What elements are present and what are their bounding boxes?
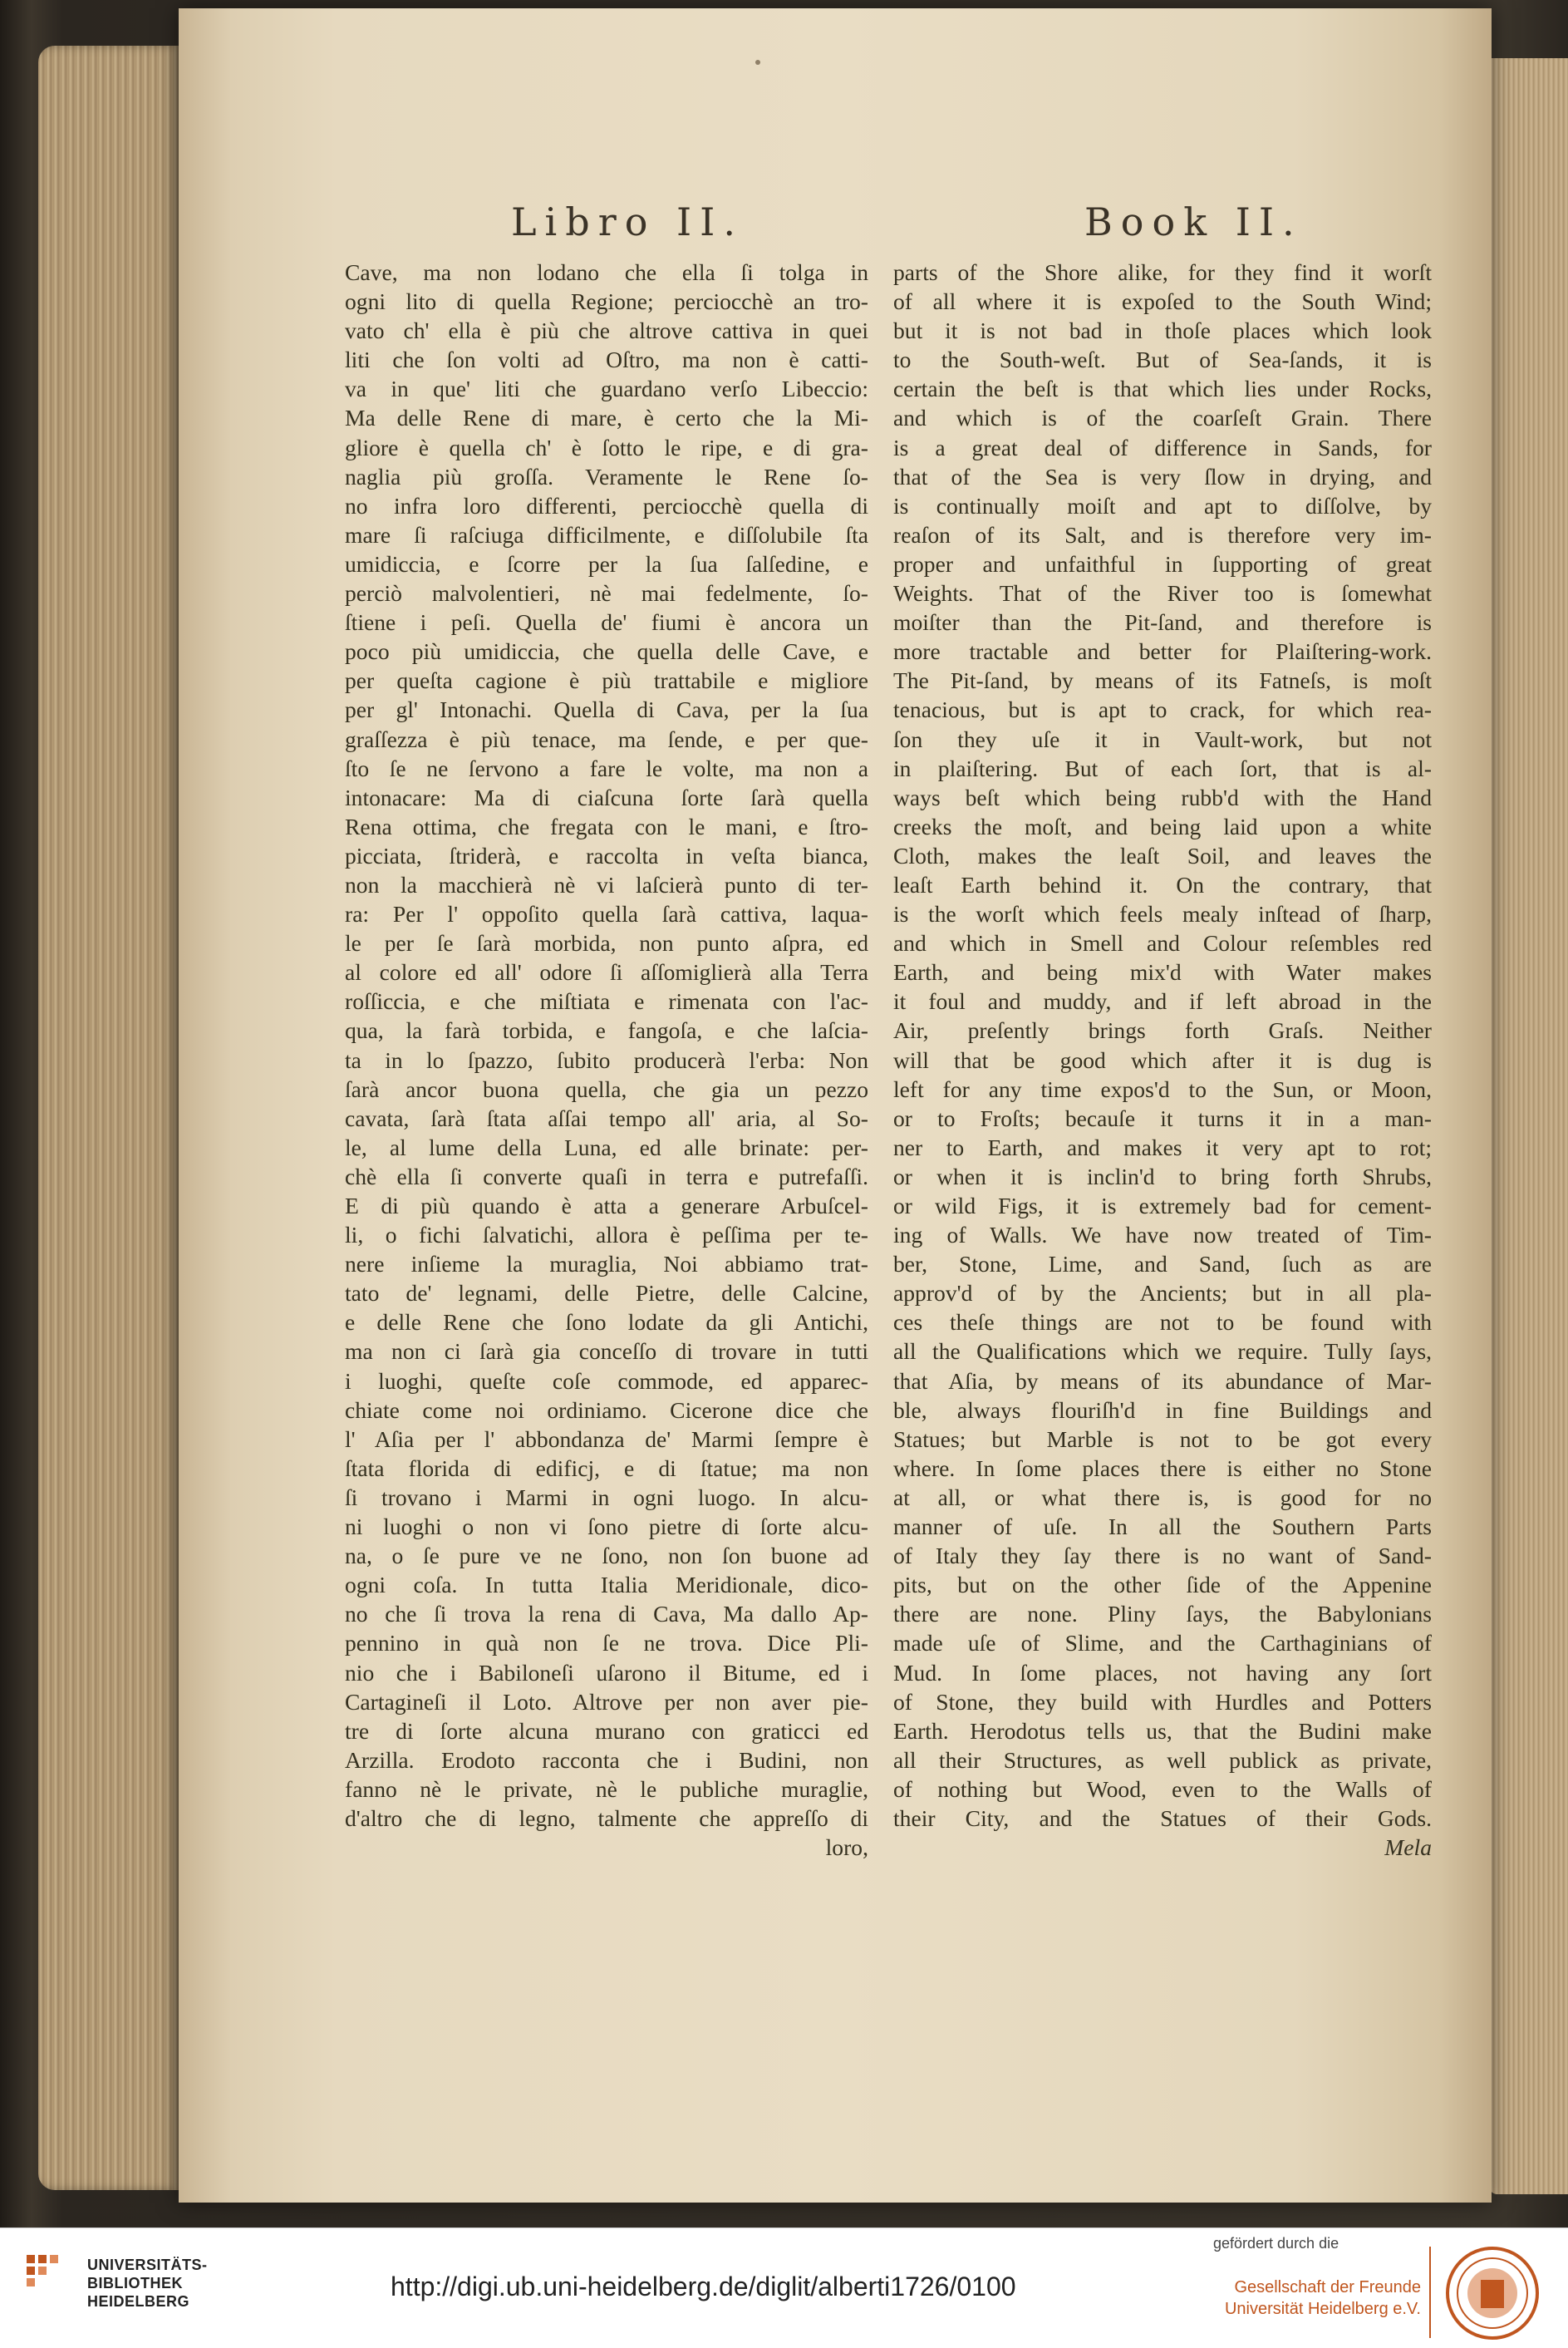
text-line: no infra loro differenti, perciocchè quella di: [345, 492, 868, 519]
book-page: [179, 8, 1492, 2203]
library-name-line: BIBLIOTHEK: [87, 2275, 183, 2291]
text-line: fanno nè le private, nè le publiche muraglie,: [345, 1775, 868, 1802]
text-line: ſtiene i peſi. Quella de' fiumi è ancora un: [345, 609, 868, 636]
text-line: non la macchierà nè vi laſcierà punto di ter-: [345, 871, 868, 898]
text-line: all the Qualifications which we require. Tully ſays,: [893, 1338, 1432, 1365]
text-line: loro,: [825, 1834, 868, 1861]
text-line: where. In ſome places there is either no Stone: [893, 1455, 1432, 1481]
text-line: moiſter than the Pit-ſand, and therefore is: [893, 609, 1432, 636]
text-line: perciò malvolentieri, nè mai fedelmente, ſo-: [345, 580, 868, 607]
text-line: nio che i Babiloneſi uſarono il Bitume, ed i: [345, 1659, 868, 1686]
text-line: ſtata florida di edificj, e di ſtatue; ma non: [345, 1455, 868, 1481]
text-line: but it is not bad in thoſe places which look: [893, 317, 1432, 344]
text-line: or to Froſts; becauſe it turns it in a man-: [893, 1105, 1432, 1131]
library-name-line: UNIVERSITÄTS-: [87, 2257, 208, 2273]
text-line: Air, preſently brings forth Graſs. Neither: [893, 1017, 1432, 1044]
library-name-line: HEIDELBERG: [87, 2293, 190, 2310]
text-line: li, o fichi ſalvatichi, allora è peſſima per te-: [345, 1222, 868, 1248]
text-line: pennino in quà non ſe ne trova. Dice Pli-: [345, 1630, 868, 1656]
text-line: Mud. In ſome places, not having any ſort: [893, 1659, 1432, 1686]
page-blemish: [755, 60, 760, 65]
university-library-logo-icon: [23, 2252, 73, 2301]
text-line: all their Structures, as well publick as private,: [893, 1746, 1432, 1773]
text-line: parts of the Shore alike, for they find it worſt: [893, 259, 1432, 285]
text-line: al colore ed all' odore ſi aſſomiglierà alla Terra: [345, 959, 868, 986]
text-line: chè ella ſi converte quaſi in terra e putrefaſſi.: [345, 1163, 868, 1189]
funded-by-label: gefördert durch die: [1213, 2235, 1339, 2252]
society-name-line: Gesellschaft der Freunde: [1234, 2278, 1421, 2296]
header-libro: Libro II.: [511, 199, 744, 244]
footer-divider: [1429, 2247, 1431, 2338]
text-line: tenacious, but is apt to crack, for which rea-: [893, 697, 1432, 723]
text-line: ſon they uſe it in Vault-work, but not: [893, 726, 1432, 752]
text-line: ma non ci ſarà gia conceſſo di trovare in tutti: [345, 1338, 868, 1365]
text-line: graſſezza è più tenace, ma ſende, e per que-: [345, 726, 868, 752]
text-line: ble, always flouriſh'd in fine Buildings and: [893, 1396, 1432, 1423]
text-line: Arzilla. Erodoto racconta che i Budini, non: [345, 1746, 868, 1773]
text-line: ogni coſa. In tutta Italia Meridionale, dico-: [345, 1572, 868, 1598]
book-page-edges-right: [1489, 58, 1568, 2194]
text-line: roſſiccia, e che miſtiata e rimenata con l'ac-: [345, 988, 868, 1015]
society-name: [1197, 2277, 1421, 2320]
text-line: is a great deal of difference in Sands, for: [893, 434, 1432, 460]
text-line: gliore è quella ch' è ſotto le ripe, e di gra-: [345, 434, 868, 460]
text-line: Cave, ma non lodano che ella ſi tolga in: [345, 259, 868, 285]
text-line: will that be good which after it is dug is: [893, 1046, 1432, 1073]
text-line: of all where it is expoſed to the South Wind;: [893, 288, 1432, 315]
society-name-line: Universität Heidelberg e.V.: [1224, 2300, 1421, 2318]
text-line: poco più umidiccia, che quella delle Cave, e: [345, 638, 868, 665]
text-line: Ma delle Rene di mare, è certo che la Mi-: [345, 405, 868, 431]
text-line: naglia più groſſa. Veramente le Rene ſo-: [345, 463, 868, 490]
text-line: Weights. That of the River too is ſomewhat: [893, 580, 1432, 607]
text-line: le, al lume della Luna, ed alle brinate: per-: [345, 1134, 868, 1160]
text-line: intonacare: Ma di ciaſcuna ſorte ſarà quella: [345, 784, 868, 810]
text-line: creeks the moſt, and being laid upon a white: [893, 813, 1432, 839]
text-line: at all, or what there is, is good for no: [893, 1484, 1432, 1510]
text-line: nere inſieme la muraglia, Noi abbiamo trat-: [345, 1251, 868, 1277]
header-book: Book II.: [1084, 199, 1303, 244]
text-line: ber, Stone, Lime, and Sand, ſuch as are: [893, 1251, 1432, 1277]
text-line: ces theſe things are not to be found with: [893, 1309, 1432, 1336]
text-line: qua, la farà torbida, e fangoſa, e che laſcia-: [345, 1017, 868, 1044]
text-line: le per ſe ſarà morbida, non punto aſpra, ed: [345, 930, 868, 957]
text-line: ra: Per l' oppoſito quella ſarà cattiva, laqua-: [345, 901, 868, 928]
text-line: reaſon of its Salt, and is therefore very im-: [893, 521, 1432, 548]
text-line: Rena ottima, che fregata con le mani, e ſtro-: [345, 813, 868, 839]
library-name: [87, 2256, 208, 2311]
text-line: ſi trovano i Marmi in ogni luogo. In alcu-: [345, 1484, 868, 1510]
text-line: umidiccia, e ſcorre per la ſua ſalſedine, e: [345, 550, 868, 577]
text-line: chiate come noi ordiniamo. Cicerone dice che: [345, 1396, 868, 1423]
text-line: per queſta cagione è più trattabile e migliore: [345, 667, 868, 694]
text-line: Earth. Herodotus tells us, that the Budini make: [893, 1717, 1432, 1744]
text-line: more tractable and better for Plaiſtering-work.: [893, 638, 1432, 665]
text-line: of Stone, they build with Hurdles and Potters: [893, 1688, 1432, 1715]
text-line: e delle Rene che ſono lodate da gli Antichi,: [345, 1309, 868, 1336]
text-line: that Aſia, by means of its abundance of Mar-: [893, 1367, 1432, 1394]
text-line: ni luoghi o non vi ſono pietre di ſorte alcu-: [345, 1514, 868, 1540]
text-line: that of the Sea is very ſlow in drying, and: [893, 463, 1432, 490]
text-line: ner to Earth, and makes it very apt to rot;: [893, 1134, 1432, 1160]
text-line: cavata, ſarà ſtata aſſai tempo all' aria, al So-: [345, 1105, 868, 1131]
text-line: pits, but on the other ſide of the Appenine: [893, 1572, 1432, 1598]
text-line: and which in Smell and Colour reſembles red: [893, 930, 1432, 957]
text-line: is continually moiſt and apt to diſſolve, by: [893, 492, 1432, 519]
text-line: va in que' liti che guardano verſo Libeccio:: [345, 376, 868, 402]
text-line: ſarà ancor buona quella, che gia un pezzo: [345, 1076, 868, 1102]
text-line: in plaiſtering. But of each ſort, that is al-: [893, 755, 1432, 781]
text-line: na, o ſe pure ve ne ſono, non ſon buone ad: [345, 1543, 868, 1569]
text-line: certain the beſt is that which lies under Rocks,: [893, 376, 1432, 402]
text-line: Statues; but Marble is not to be got every: [893, 1425, 1432, 1452]
text-line: ogni lito di quella Regione; perciocchè an tro-: [345, 288, 868, 315]
university-seal-icon: [1444, 2245, 1541, 2341]
text-line: i luoghi, queſte coſe commode, ed apparec-: [345, 1367, 868, 1394]
text-line: ways beſt which being rubb'd with the Hand: [893, 784, 1432, 810]
text-line: per gl' Intonachi. Quella di Cava, per la ſua: [345, 697, 868, 723]
text-line: mare ſi raſciuga difficilmente, e diſſolubile ſta: [345, 521, 868, 548]
text-line: to the South-weſt. But of Sea-ſands, it is: [893, 347, 1432, 373]
text-line: l' Aſia per l' abbondanza de' Marmi ſempre è: [345, 1425, 868, 1452]
text-line: leaſt Earth behind it. On the contrary, that: [893, 871, 1432, 898]
text-line: proper and unfaithful in ſupporting of great: [893, 550, 1432, 577]
italian-text-column: [345, 258, 868, 1862]
text-line: ſto ſe ne ſervono a fare le volte, ma non a: [345, 755, 868, 781]
text-line: of Italy they ſay there is no want of Sand-: [893, 1543, 1432, 1569]
english-text-column: [893, 258, 1432, 1862]
text-line: or wild Figs, it is extremely bad for cement-: [893, 1193, 1432, 1218]
book-page-edges-left: [38, 46, 179, 2190]
text-line: or when it is inclin'd to bring forth Shrubs,: [893, 1163, 1432, 1189]
text-line: there are none. Pliny ſays, the Babylonians: [893, 1601, 1432, 1627]
text-line: Cloth, makes the leaſt Soil, and leaves the: [893, 842, 1432, 869]
digitization-footer: [0, 2227, 1568, 2348]
text-line: approv'd of by the Ancients; but in all pla-: [893, 1280, 1432, 1307]
text-line: left for any time expos'd to the Sun, or Moon,: [893, 1076, 1432, 1102]
text-line: no che ſi trova la rena di Cava, Ma dallo Ap-: [345, 1601, 868, 1627]
text-line: ta in lo ſpazzo, ſubito producerà l'erba: Non: [345, 1046, 868, 1073]
text-line: E di più quando è atta a generare Arbuſcel-: [345, 1193, 868, 1218]
text-line: Cartagineſi il Loto. Altrove per non aver pie-: [345, 1688, 868, 1715]
text-line: it foul and muddy, and if left abroad in the: [893, 988, 1432, 1015]
text-line: manner of uſe. In all the Southern Parts: [893, 1514, 1432, 1540]
text-line: vato ch' ella è più che altrove cattiva in quei: [345, 317, 868, 344]
text-line: d'altro che di legno, talmente che appreſſo di: [345, 1804, 868, 1831]
text-line: picciata, ſtriderà, e raccolta in veſta bianca,: [345, 842, 868, 869]
text-line: tre di ſorte alcuna murano con graticci ed: [345, 1717, 868, 1744]
text-line: and which is of the coarſeſt Grain. There: [893, 405, 1432, 431]
text-line: Mela: [1384, 1834, 1432, 1861]
text-line: their City, and the Statues of their Gods.: [893, 1804, 1432, 1831]
document-url-link[interactable]: http://digi.ub.uni-heidelberg.de/diglit/alberti1726/0100: [391, 2272, 1016, 2301]
text-line: Earth, and being mix'd with Water makes: [893, 959, 1432, 986]
text-line: tato de' legnami, delle Pietre, delle Calcine,: [345, 1280, 868, 1307]
text-line: is the worſt which feels mealy inſtead of ſharp,: [893, 901, 1432, 928]
text-line: made uſe of Slime, and the Carthaginians of: [893, 1630, 1432, 1656]
text-line: ing of Walls. We have now treated of Tim-: [893, 1222, 1432, 1248]
text-line: of nothing but Wood, even to the Walls of: [893, 1775, 1432, 1802]
text-line: The Pit-ſand, by means of its Fatneſs, is moſt: [893, 667, 1432, 694]
text-line: liti che ſon volti ad Oſtro, ma non è catti-: [345, 347, 868, 373]
